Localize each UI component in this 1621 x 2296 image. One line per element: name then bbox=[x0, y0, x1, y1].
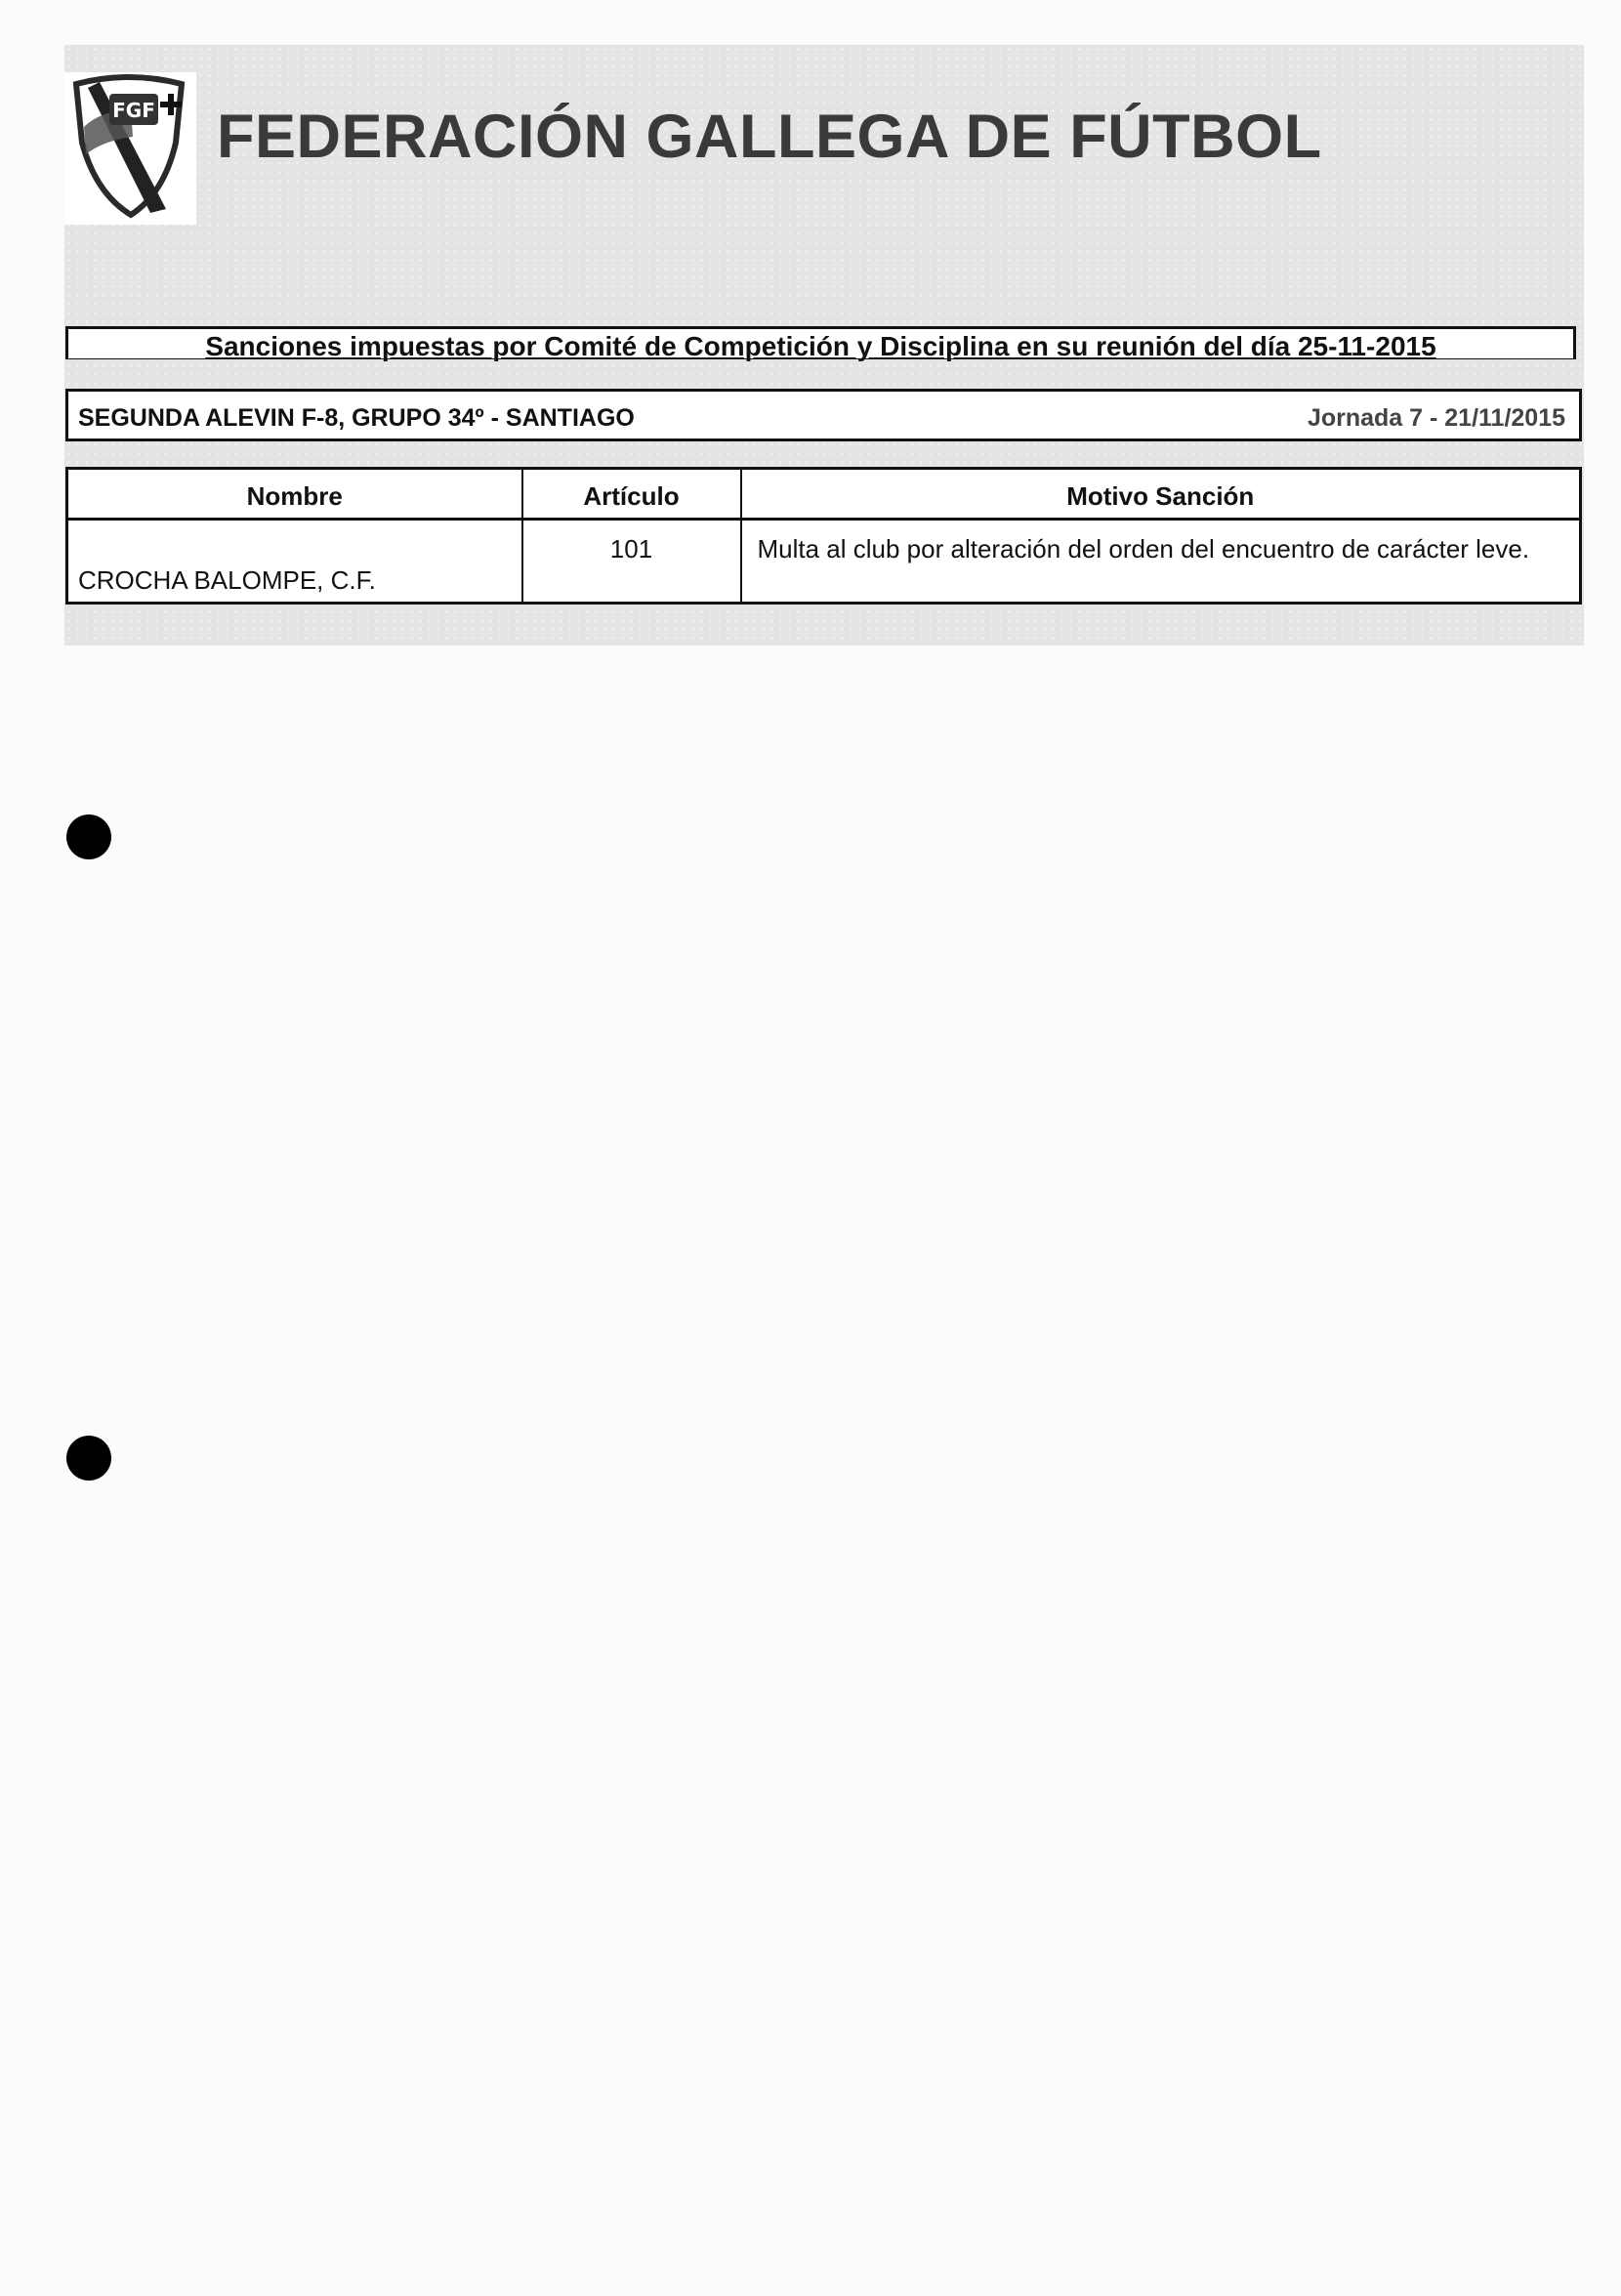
svg-text:FGF: FGF bbox=[112, 99, 155, 122]
header-nombre: Nombre bbox=[67, 469, 522, 520]
logo-box bbox=[64, 72, 196, 225]
header-articulo: Artículo bbox=[522, 469, 741, 520]
table-row bbox=[67, 520, 1581, 604]
federation-title: FEDERACIÓN GALLEGA DE FÚTBOL bbox=[217, 103, 1322, 171]
punch-hole-top bbox=[66, 814, 111, 859]
competition-box bbox=[65, 389, 1582, 441]
sanctions-table bbox=[65, 467, 1582, 605]
table-header-row bbox=[67, 469, 1581, 520]
cell-articulo: 101 bbox=[522, 520, 741, 604]
punch-hole-bottom bbox=[66, 1436, 111, 1481]
sanctions-heading-box bbox=[65, 326, 1576, 359]
cell-motivo: Multa al club por alteración del orden del encuentro de carácter leve. bbox=[757, 534, 1530, 564]
competition-round: Jornada 7 - 21/11/2015 bbox=[1307, 404, 1565, 432]
fgf-shield-logo-icon bbox=[70, 72, 187, 219]
sanctions-heading: Sanciones impuestas por Comité de Competición y Disciplina en su reunión del día 25-11-2015 bbox=[205, 331, 1436, 361]
header-motivo: Motivo Sanción bbox=[741, 469, 1581, 520]
competition-name: SEGUNDA ALEVIN F-8, GRUPO 34º - SANTIAGO bbox=[78, 404, 635, 432]
cell-nombre: CROCHA BALOMPE, C.F. bbox=[67, 520, 522, 604]
